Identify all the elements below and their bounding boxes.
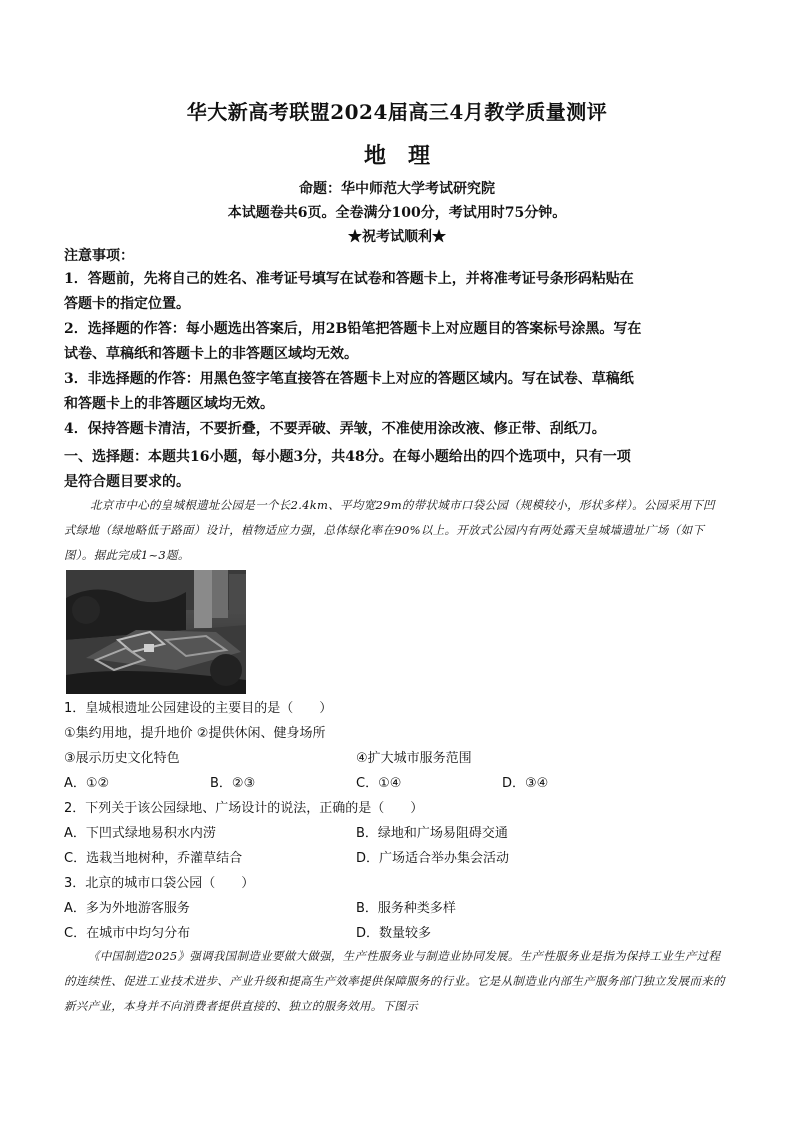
question-1-option-d[interactable]: D．③④ — [502, 776, 549, 791]
note-line: 4．保持答题卡清洁，不要折叠，不要弄破、弄皱，不准使用涂改液、修正带、刮纸刀。 — [64, 421, 606, 437]
question-1-option-a[interactable]: A．①② — [64, 776, 110, 791]
passage-manufacturing: 《中国制造2025》强调我国制造业要做大做强，生产性服务业与制造业协同发展。生产性服务业是指为保持工业生产过程的连续性、促进工业技术进步、产业升级和提高生产效率提供保障服务的行业。它是从制造业内部生产服务部门独立发展而来的新兴产业，本身并不向消费者提供直接的、独立的服务效用。下图示 — [64, 949, 725, 1013]
question-1-statement-4: ④扩大城市服务范围 — [356, 751, 472, 766]
question-2-options-row1 — [64, 821, 734, 846]
exam-info: 本试题卷共6页。全卷满分100分，考试用时75分钟。 — [227, 205, 567, 221]
notes-title: 注意事项： — [64, 248, 134, 264]
park-ruins-photo — [66, 570, 246, 694]
question-2-option-a[interactable]: A．下凹式绿地易积水内涝 — [64, 826, 216, 841]
question-2-stem: 2．下列关于该公园绿地、广场设计的说法，正确的是（ ） — [64, 801, 424, 816]
question-1-statements: ①集约用地，提升地价 ②提供休闲、健身场所 — [64, 726, 326, 741]
section-heading-line: 一、选择题：本题共16小题，每小题3分，共48分。在每小题给出的四个选项中，只有一项 — [64, 449, 631, 465]
section-heading — [64, 445, 734, 495]
subject-title: 地理 — [363, 143, 452, 169]
note-line: 和答题卡上的非答题区域均无效。 — [64, 396, 274, 412]
exam-author: 命题：华中师范大学考试研究院 — [299, 181, 495, 197]
notes-section — [64, 245, 734, 442]
question-2-options-row2 — [64, 846, 734, 871]
question-2-option-b[interactable]: B．绿地和广场易阻碍交通 — [356, 826, 508, 841]
section-heading-line: 是符合题目要求的。 — [64, 474, 190, 490]
question-3-option-a[interactable]: A．多为外地游客服务 — [64, 901, 190, 916]
question-3-option-d[interactable]: D．数量较多 — [356, 926, 432, 941]
header — [0, 96, 794, 246]
exam-title: 华大新高考联盟2024届高三4月教学质量测评 — [186, 100, 608, 124]
question-3-options-row1 — [64, 896, 734, 921]
question-3-options-row2 — [64, 921, 734, 946]
question-1-statements-row — [64, 746, 734, 771]
note-line: 试卷、草稿纸和答题卡上的非答题区域均无效。 — [64, 346, 358, 362]
note-line: 2．选择题的作答：每小题选出答案后，用2B铅笔把答题卡上对应题目的答案标号涂黑。写在 — [64, 321, 642, 337]
question-1-options — [64, 771, 734, 796]
question-1-option-c[interactable]: C．①④ — [356, 776, 402, 791]
question-1-statement-3: ③展示历史文化特色 — [64, 751, 180, 766]
note-line: 1．答题前，先将自己的姓名、准考证号填写在试卷和答题卡上，并将准考证号条形码粘贴在 — [64, 271, 634, 287]
questions-1-3 — [64, 696, 734, 946]
question-1-stem: 1．皇城根遗址公园建设的主要目的是（ ） — [64, 701, 333, 716]
question-3-stem: 3．北京的城市口袋公园（ ） — [64, 876, 255, 891]
question-2-option-d[interactable]: D．广场适合举办集会活动 — [356, 851, 510, 866]
question-1-option-b[interactable]: B．②③ — [210, 776, 256, 791]
note-line: 答题卡的指定位置。 — [64, 296, 190, 312]
question-2-option-c[interactable]: C．选栽当地树种，乔灌草结合 — [64, 851, 243, 866]
passage-park: 北京市中心的皇城根遗址公园是一个长2.4km、平均宽29m的带状城市口袋公园（规模较小，形状多样）。公园采用下凹式绿地（绿地略低于路面）设计，植物适应力强，总体绿化率在90%以上。开放式公园内有两处露天皇城墙遗址广场（如下图）。据此完成1~3题。 — [64, 498, 715, 562]
question-3-option-b[interactable]: B．服务种类多样 — [356, 901, 456, 916]
exam-wish: ★祝考试顺利★ — [348, 229, 446, 245]
question-3-option-c[interactable]: C．在城市中均匀分布 — [64, 926, 191, 941]
photo-image — [66, 570, 246, 694]
note-line: 3．非选择题的作答：用黑色签字笔直接答在答题卡上对应的答题区域内。写在试卷、草稿纸 — [64, 371, 634, 387]
